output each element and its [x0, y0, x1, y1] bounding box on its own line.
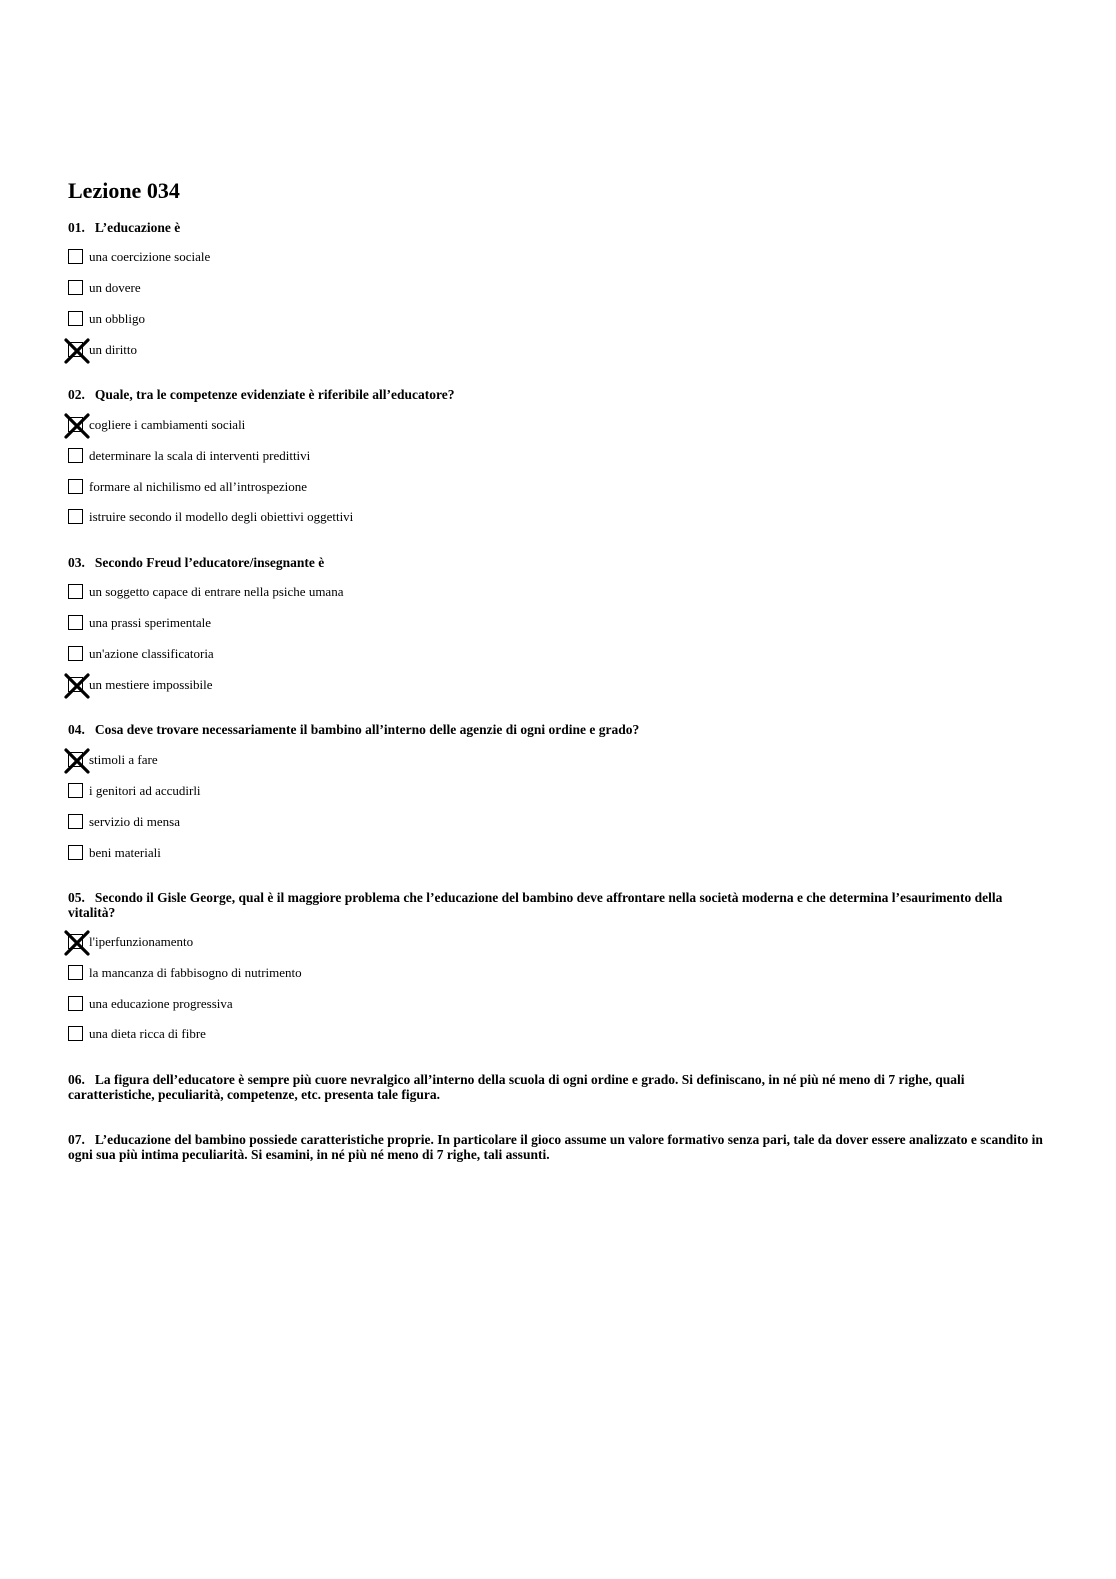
question-01	[68, 220, 1048, 235]
question-number: 04.	[68, 722, 85, 737]
option-item[interactable]	[68, 933, 968, 953]
check-x-icon	[65, 931, 89, 955]
question-number: 02.	[68, 387, 85, 402]
option-item[interactable]	[68, 447, 968, 467]
option-label: una educazione progressiva	[89, 996, 233, 1011]
checkbox[interactable]	[68, 311, 83, 326]
option-label: servizio di mensa	[89, 814, 180, 829]
checkbox[interactable]	[68, 448, 83, 463]
checkbox[interactable]	[68, 615, 83, 630]
question-number: 03.	[68, 555, 85, 570]
option-label: un diritto	[89, 342, 138, 357]
option-item[interactable]	[68, 964, 968, 984]
checkbox[interactable]	[68, 342, 83, 357]
option-item[interactable]	[68, 782, 968, 802]
question-text: Secondo il Gisle George, qual è il maggiore problema che l’educazione del bambino deve affrontare nella società moderna e che determina l’esaurimento della vitalità?	[68, 890, 1003, 920]
question-text: L’educazione del bambino possiede caratteristiche proprie. In particolare il gioco assume un valore formativo senza pari, tale da dover essere analizzato e scandito in ogni sua più intima peculiarità. Si esamini, in né più né meno di 7 righe, tali assunti.	[68, 1132, 1043, 1162]
option-label: beni materiali	[89, 845, 161, 860]
option-item[interactable]	[68, 583, 968, 603]
question-text: L’educazione è	[94, 220, 181, 235]
question-03	[68, 555, 1048, 570]
option-label: una coercizione sociale	[89, 249, 211, 264]
question-number: 05.	[68, 890, 85, 905]
option-label: un soggetto capace di entrare nella psiche umana	[89, 584, 344, 599]
checkbox[interactable]	[68, 646, 83, 661]
checkbox[interactable]	[68, 249, 83, 264]
option-label: una dieta ricca di fibre	[89, 1026, 206, 1041]
question-04	[68, 722, 1048, 737]
option-label: un dovere	[89, 280, 141, 295]
option-label: formare al nichilismo ed all’introspezione	[89, 479, 308, 494]
question-07	[68, 1132, 1048, 1162]
option-item[interactable]	[68, 614, 968, 634]
option-item[interactable]	[68, 676, 968, 696]
option-item[interactable]	[68, 279, 968, 299]
check-x-icon	[65, 339, 89, 363]
checkbox[interactable]	[68, 996, 83, 1011]
checkbox[interactable]	[68, 280, 83, 295]
checkbox[interactable]	[68, 845, 83, 860]
checkbox[interactable]	[68, 417, 83, 432]
option-label: determinare la scala di interventi predittivi	[89, 448, 311, 463]
question-06	[68, 1072, 1048, 1102]
question-text: La figura dell’educatore è sempre più cuore nevralgico all’interno della scuola di ogni ordine e grado. Si definiscano, in né più né meno di 7 righe, quali caratteristiche, peculiarità, competenze, etc. presenta tale figura.	[68, 1072, 965, 1102]
question-number: 01.	[68, 220, 85, 235]
check-x-icon	[65, 674, 89, 698]
option-item[interactable]	[68, 416, 968, 436]
checkbox[interactable]	[68, 934, 83, 949]
option-label: un'azione classificatoria	[89, 646, 214, 661]
option-item[interactable]	[68, 310, 968, 330]
question-text: Cosa deve trovare necessariamente il bambino all’interno delle agenzie di ogni ordine e grado?	[94, 722, 640, 737]
checkbox[interactable]	[68, 965, 83, 980]
question-02	[68, 387, 1048, 402]
question-text: Quale, tra le competenze evidenziate è riferibile all’educatore?	[94, 387, 455, 402]
checkbox[interactable]	[68, 1026, 83, 1041]
check-x-icon	[65, 749, 89, 773]
option-label: un obbligo	[89, 311, 145, 326]
option-label: la mancanza di fabbisogno di nutrimento	[89, 965, 302, 980]
option-label: cogliere i cambiamenti sociali	[89, 417, 246, 432]
option-item[interactable]	[68, 248, 968, 268]
option-item[interactable]	[68, 341, 968, 361]
option-label: l'iperfunzionamento	[89, 934, 194, 949]
checkbox[interactable]	[68, 479, 83, 494]
question-05	[68, 890, 1048, 920]
checkbox[interactable]	[68, 584, 83, 599]
option-label: una prassi sperimentale	[89, 615, 212, 630]
checkbox[interactable]	[68, 783, 83, 798]
option-label: un mestiere impossibile	[89, 677, 213, 692]
option-label: i genitori ad accudirli	[89, 783, 201, 798]
option-item[interactable]	[68, 508, 968, 528]
page-title: Lezione 034	[68, 178, 180, 203]
option-item[interactable]	[68, 478, 968, 498]
check-x-icon	[65, 414, 89, 438]
option-item[interactable]	[68, 844, 968, 864]
option-label: stimoli a fare	[89, 752, 158, 767]
option-item[interactable]	[68, 1025, 968, 1045]
checkbox[interactable]	[68, 814, 83, 829]
question-number: 06.	[68, 1072, 85, 1087]
option-item[interactable]	[68, 813, 968, 833]
question-number: 07.	[68, 1132, 85, 1147]
option-label: istruire secondo il modello degli obiettivi oggettivi	[89, 509, 354, 524]
option-item[interactable]	[68, 995, 968, 1015]
question-text: Secondo Freud l’educatore/insegnante è	[94, 555, 325, 570]
checkbox[interactable]	[68, 677, 83, 692]
checkbox[interactable]	[68, 752, 83, 767]
checkbox[interactable]	[68, 509, 83, 524]
option-item[interactable]	[68, 645, 968, 665]
option-item[interactable]	[68, 751, 968, 771]
